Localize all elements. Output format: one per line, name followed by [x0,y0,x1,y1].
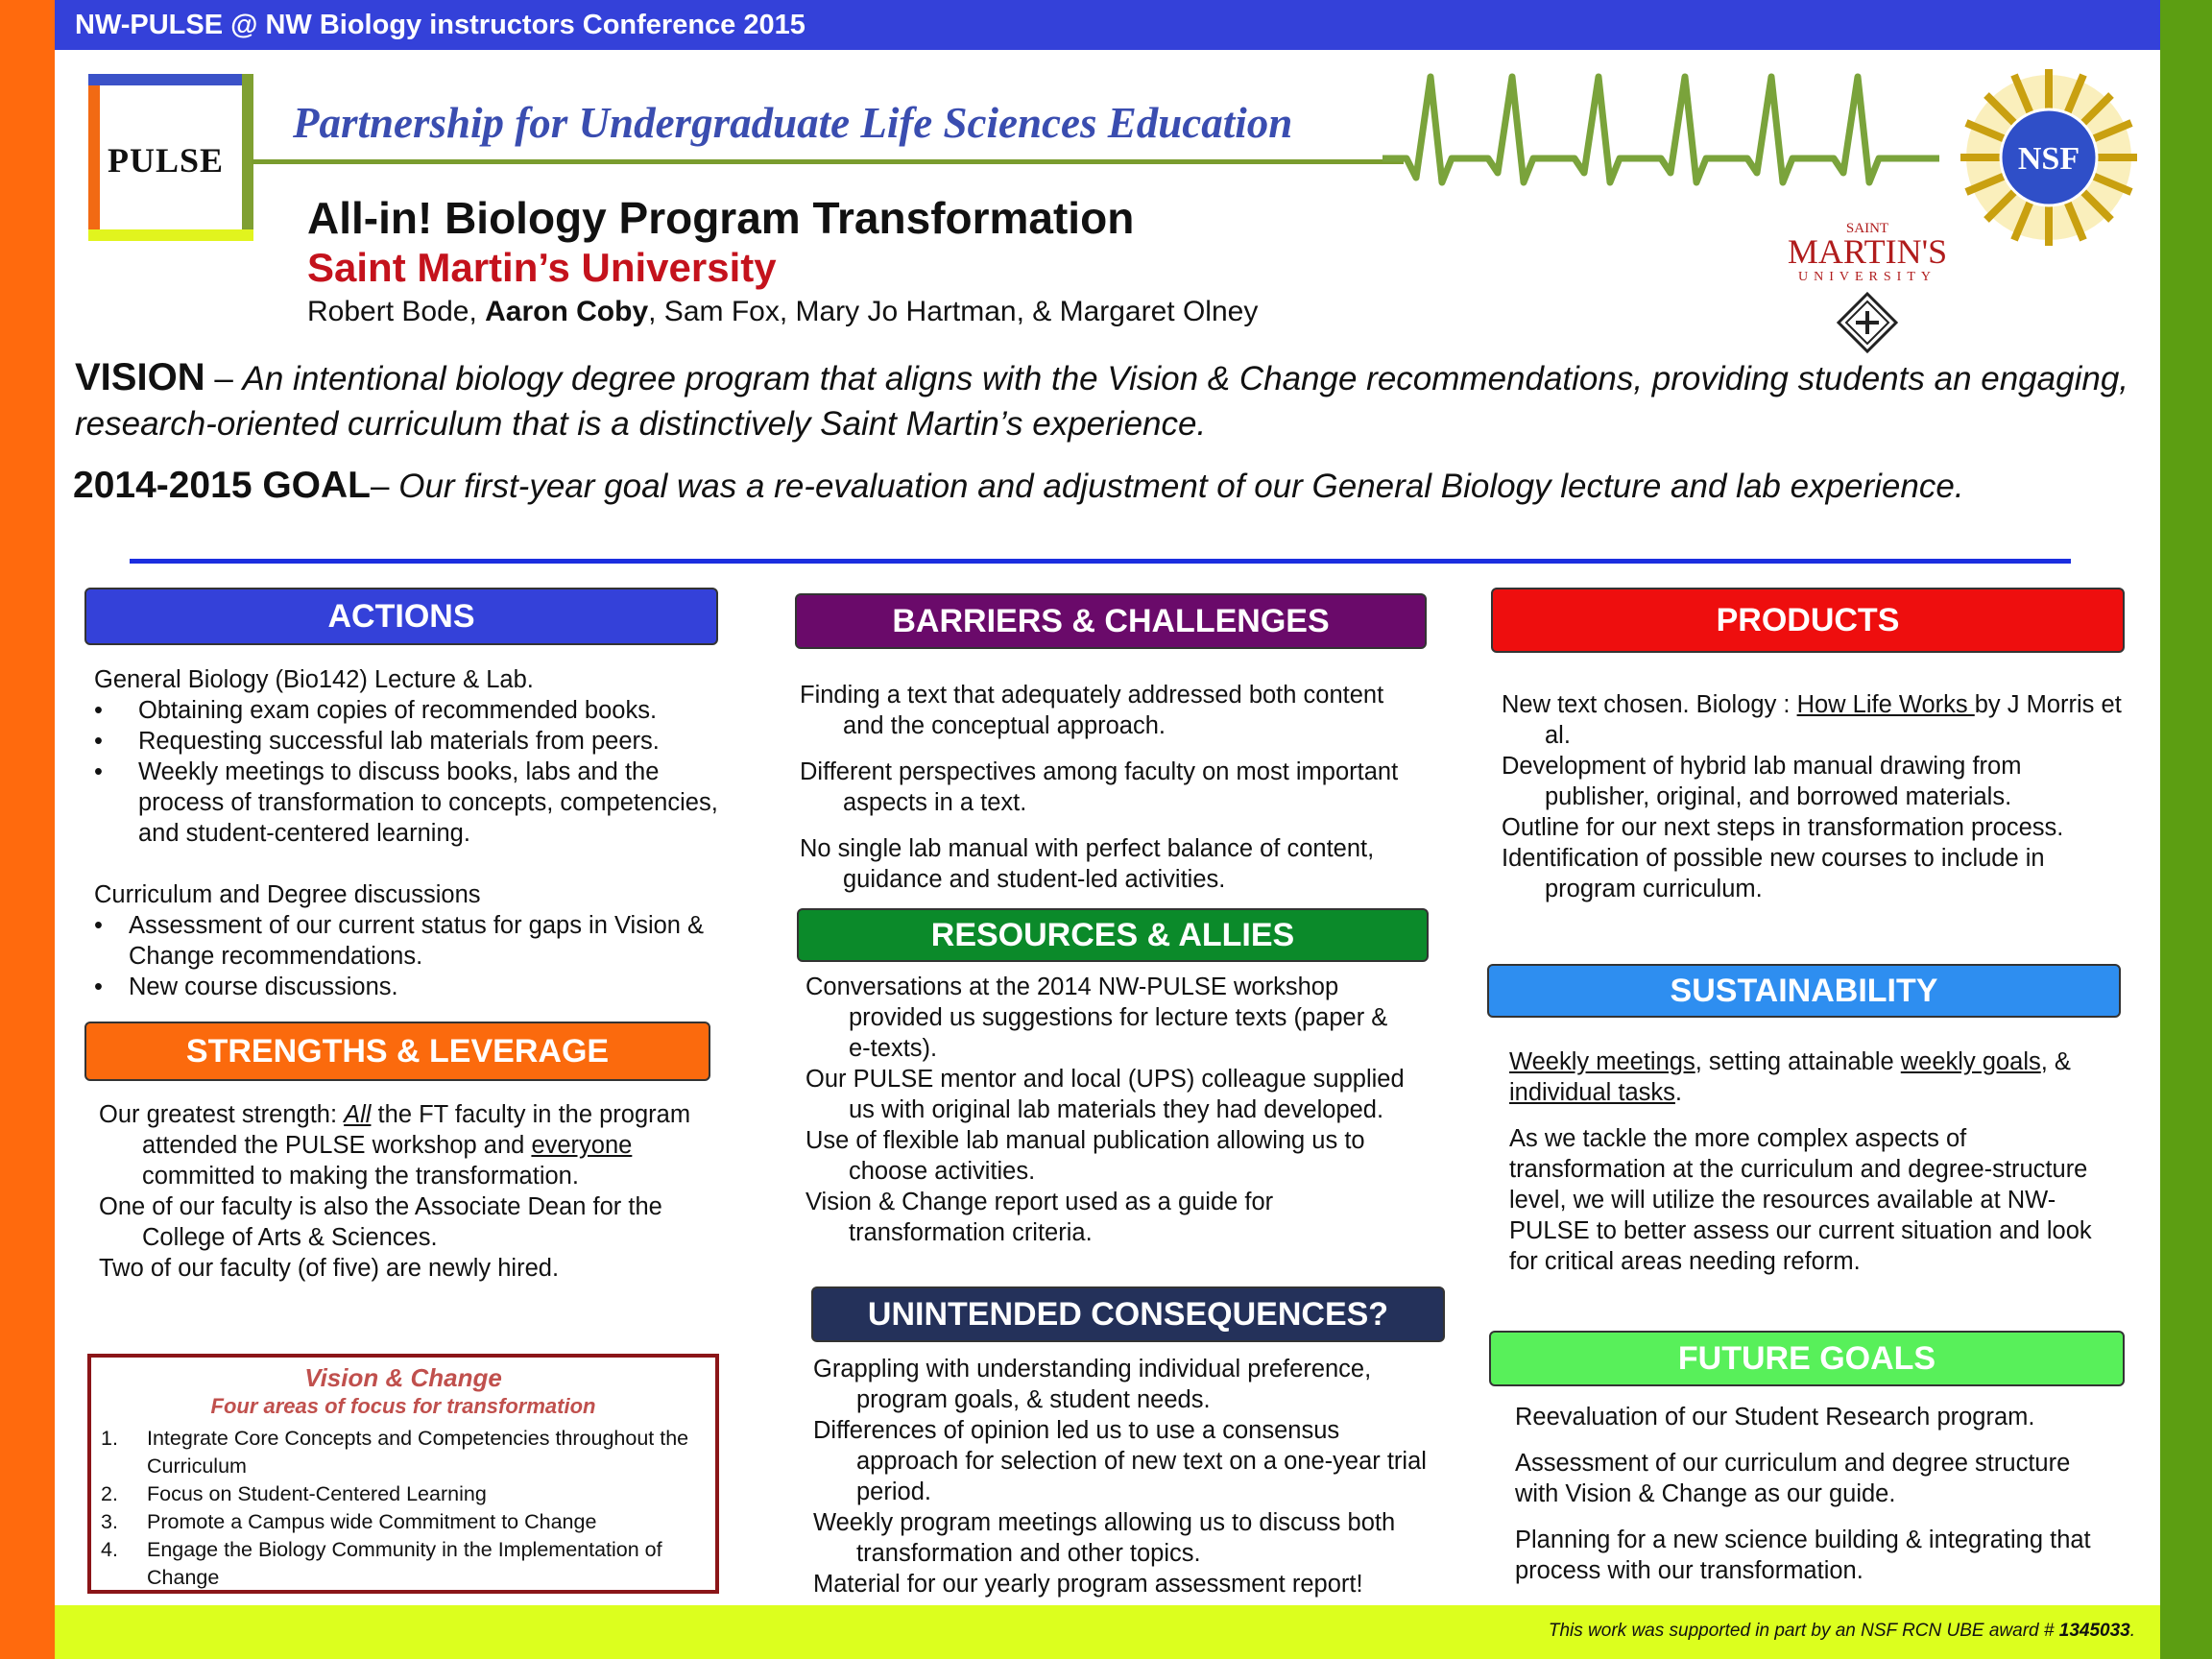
list-item: Material for our yearly program assessment report! [813,1571,1363,1598]
future-goals-section [1515,1402,2120,1586]
resources-section [805,972,1410,1248]
actions-header: ACTIONS [84,588,718,645]
goal-statement: 2014-2015 GOAL– Our first-year goal was a re-evaluation and adjustment of our General Biology lecture and lab experience. [73,465,1964,506]
list-item: Conversations at the 2014 NW-PULSE workshop provided us suggestions for lecture texts (paper & e-texts). [805,974,1388,1062]
barriers-header: BARRIERS & CHALLENGES [795,593,1427,649]
list-item: Grappling with understanding individual preference, program goals, & student needs. [813,1356,1372,1413]
list-item: • Weekly meetings to discuss books, labs and the process of transformation to concepts, competencies, and student-centered learning. [94,758,718,847]
actions-intro: General Biology (Bio142) Lecture & Lab. [94,666,534,693]
list-item: • New course discussions. [94,974,398,1000]
section-divider [130,559,2071,564]
list-item: Assessment of our curriculum and degree structure with Vision & Change as our guide. [1515,1450,2071,1507]
vision-change-box [87,1354,719,1594]
university-name: Saint Martin’s University [307,245,777,290]
list-item: 2. Focus on Student-Centered Learning [101,1482,487,1505]
list-item: • Obtaining exam copies of recommended books. [94,697,658,724]
svg-text:SAINT: SAINT [1845,221,1889,236]
resources-header: RESOURCES & ALLIES [797,908,1429,962]
author-list: Robert Bode, Aaron Coby, Sam Fox, Mary Jo Hartman, & Margaret Olney [307,296,1259,327]
list-item: 4. Engage the Biology Community in the Implementation of Change [101,1538,662,1589]
strengths-header: STRENGTHS & LEVERAGE [84,1022,710,1081]
list-item: Differences of opinion led us to use a consensus approach for selection of new text on a one-year trial period. [813,1417,1427,1505]
pulse-logo-text: PULSE [108,141,225,180]
sustainability-item: As we tackle the more complex aspects of transformation at the curriculum and degree-structure level, we will utilize the resources available at NW-PULSE to better assess our current situation and look for critical areas needing reform. [1509,1125,2092,1275]
list-item: Identification of possible new courses to include in program curriculum. [1502,845,2045,902]
products-section [1502,689,2126,904]
nsf-logo [1957,65,2141,250]
list-item: 3. Promote a Campus wide Commitment to Change [101,1510,597,1533]
barriers-section [800,680,1424,895]
sustainability-section [1509,1046,2124,1277]
list-item: 1. Integrate Core Concepts and Competencies throughout the Curriculum [101,1427,689,1478]
list-item: • Requesting successful lab materials from peers. [94,728,660,755]
list-item: Vision & Change report used as a guide for transformation criteria. [805,1189,1274,1246]
list-item: Outline for our next steps in transformation process. [1502,814,2064,841]
list-item: Different perspectives among faculty on most important aspects in a text. [800,758,1399,816]
vision-change-title: Vision & Change [304,1363,502,1392]
list-item: Reevaluation of our Student Research program. [1515,1404,2035,1431]
future-goals-header: FUTURE GOALS [1489,1331,2125,1386]
products-header: PRODUCTS [1491,588,2125,653]
sustainability-header: SUSTAINABILITY [1487,964,2121,1018]
strengths-section [99,1099,713,1284]
list-item: Weekly program meetings allowing us to discuss both transformation and other topics. [813,1509,1396,1567]
strengths-item: Our greatest strength: All the FT faculty in the program attended the PULSE workshop and everyone committed to making the transformation. [99,1101,691,1190]
nsf-logo-text: NSF [2017,141,2080,177]
vision-change-subtitle: Four areas of focus for transformation [210,1394,596,1418]
list-item: No single lab manual with perfect balance of content, guidance and student-led activities. [800,835,1375,893]
list-item: Planning for a new science building & integrating that process with our transformation. [1515,1527,2091,1584]
heartbeat-wave-graphic [1382,67,1949,192]
actions-intro-2: Curriculum and Degree discussions [94,881,481,908]
vision-change-list [101,1425,706,1592]
list-item: • Assessment of our current status for gaps in Vision & Change recommendations. [94,912,705,970]
unintended-header: UNINTENDED CONSEQUENCES? [811,1286,1445,1342]
left-border-bar [0,0,55,1659]
list-item: Our PULSE mentor and local (UPS) colleague supplied us with original lab materials they had developed. [805,1066,1405,1123]
sustainability-item: Weekly meetings, setting attainable weekly goals, & individual tasks. [1509,1048,2071,1106]
vision-statement: VISION – An intentional biology degree program that aligns with the Vision & Change recommendations, providing students an engaging, research-oriented curriculum that is a distinctively Saint Martin’s experience. [75,356,2129,443]
list-item: Finding a text that adequately addressed both content and the conceptual approach. [800,682,1384,739]
saint-martins-logo [1781,219,1954,353]
list-item: Development of hybrid lab manual drawing from publisher, original, and borrowed materials. [1502,753,2022,810]
strengths-item: Two of our faculty (of five) are newly hired. [99,1255,560,1282]
actions-section [94,664,718,1002]
header-divider-line [252,159,1404,164]
svg-text:UNIVERSITY: UNIVERSITY [1798,270,1936,284]
poster-title: All-in! Biology Program Transformation [307,193,1135,243]
unintended-section [813,1354,1428,1599]
pulse-tagline: Partnership for Undergraduate Life Sciences Education [293,99,1293,147]
conference-banner-title: NW-PULSE @ NW Biology instructors Conference 2015 [75,10,805,40]
funding-acknowledgement: This work was supported in part by an NSF RCN UBE award # 1345033. [1548,1621,2135,1641]
list-item: Use of flexible lab manual publication allowing us to choose activities. [805,1127,1365,1185]
list-item: New text chosen. Biology : How Life Works by J Morris et al. [1502,691,2122,749]
right-border-bar [2160,0,2212,1659]
strengths-item: One of our faculty is also the Associate Dean for the College of Arts & Sciences. [99,1193,662,1251]
svg-text:MARTIN'S: MARTIN'S [1787,232,1948,271]
